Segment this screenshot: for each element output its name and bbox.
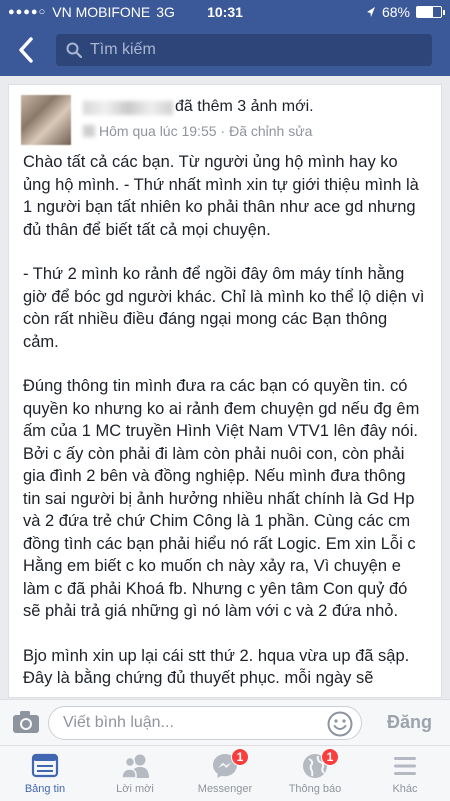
battery-fill xyxy=(417,7,433,17)
post-card xyxy=(8,84,442,698)
avatar[interactable] xyxy=(21,95,71,145)
status-time: 10:31 xyxy=(207,4,243,20)
privacy-icon xyxy=(83,125,95,137)
post-paragraph: - Thứ 2 mình ko rảnh để ngồi đây ôm máy tính hằng giờ để bóc gd người khác. Chỉ là mình ko thể lộ diện vì còn rất nhiều điều đáng ngại mong các Bạn thông cảm. xyxy=(23,265,425,351)
battery-percent: 68% xyxy=(381,4,410,20)
post-paragraph: Bjo mình xin up lại cái stt thứ 2. hqua vừa up đã sập. Đây là bằng chứng đủ thuyết phục. mỗi ngày sẽ xyxy=(23,646,410,687)
post-comment-button[interactable]: Đăng xyxy=(387,712,432,732)
comment-placeholder: Viết bình luận... xyxy=(63,714,174,731)
nav-bar xyxy=(0,24,450,76)
signal-icon: ●●●●○ xyxy=(8,6,47,18)
battery-icon xyxy=(416,6,442,18)
comment-input[interactable] xyxy=(48,706,362,740)
post-edited[interactable]: · Đã chỉnh sửa xyxy=(220,123,313,139)
back-button[interactable] xyxy=(10,32,42,68)
camera-icon xyxy=(12,710,40,734)
comment-bar xyxy=(0,699,450,745)
tab-notifications[interactable] xyxy=(270,746,360,801)
tab-label: Bảng tin xyxy=(24,783,66,795)
chevron-left-icon xyxy=(18,37,34,63)
post-paragraph: Đúng thông tin mình đưa ra các bạn có quyền tin. có quyền ko nhưng ko ai rảnh đem chuyện gd nếu đg êm ấm của 1 MC truyền Hình Việt Nam VTV1 lên đây nói. Bởi c ấy còn phải đi làm còn phải nuôi con, còn phải gia đình 2 bên và đồng nghiệp. Nếu mình đưa thông tin sai người bị ảnh hưởng nhiều nhất chính là Gd Hp và 2 đứa trẻ chứ Chim Công là 1 phần. Cùng các cm đồng tình các bạn phải hiểu nó rất Logic. Em xin Lỗi c Hằng em biết c ko muốn ch này xảy ra, Vì chuyện e làm c đã phải Khoá fb. Nhưng c yên tâm Con quỷ đó sẽ phải trả giá những gì nó làm với c và 2 đứa nhỏ. xyxy=(23,377,420,620)
location-icon xyxy=(366,6,376,18)
status-bar xyxy=(0,0,450,24)
camera-button[interactable] xyxy=(12,710,40,736)
author-name-redacted[interactable] xyxy=(83,101,173,115)
tab-news-feed[interactable] xyxy=(0,746,90,801)
messenger-icon xyxy=(211,750,244,780)
friend-requests-icon xyxy=(121,752,149,780)
emoji-icon[interactable] xyxy=(327,711,353,737)
search-placeholder: Tìm kiếm xyxy=(90,41,156,58)
menu-icon xyxy=(391,752,419,780)
post-timestamp[interactable]: Hôm qua lúc 19:55 xyxy=(99,123,217,139)
messenger-badge: 1 xyxy=(231,748,249,766)
tab-label: Khác xyxy=(392,783,418,795)
globe-icon xyxy=(301,750,334,780)
tab-bar xyxy=(0,745,450,801)
tab-label: Lời mời xyxy=(116,783,154,795)
network-label: 3G xyxy=(156,4,175,20)
tab-more[interactable] xyxy=(360,746,450,801)
post-action: đã thêm 3 ảnh mới. xyxy=(175,98,314,115)
post-body xyxy=(9,151,441,690)
news-feed-icon xyxy=(31,752,59,780)
search-icon xyxy=(66,42,82,58)
post-header xyxy=(9,85,441,151)
post-paragraph: Chào tất cả các bạn. Từ người ủng hộ mình hay ko ủng hộ mình. - Thứ nhất mình xin tự giới thiệu mình là 1 người bạn tất nhiên ko phải thân như ace gd nhưng đủ thân để biết tất cả mọi chuyện. xyxy=(23,153,419,239)
post-meta xyxy=(83,123,312,139)
search-input[interactable] xyxy=(56,34,432,66)
tab-label: Messenger xyxy=(197,783,253,795)
tab-friend-requests[interactable] xyxy=(90,746,180,801)
tab-messenger[interactable] xyxy=(180,746,270,801)
tab-label: Thông báo xyxy=(288,783,342,795)
notifications-badge: 1 xyxy=(321,748,339,766)
status-right xyxy=(366,4,442,20)
carrier-label: VN MOBIFONE xyxy=(52,4,151,20)
